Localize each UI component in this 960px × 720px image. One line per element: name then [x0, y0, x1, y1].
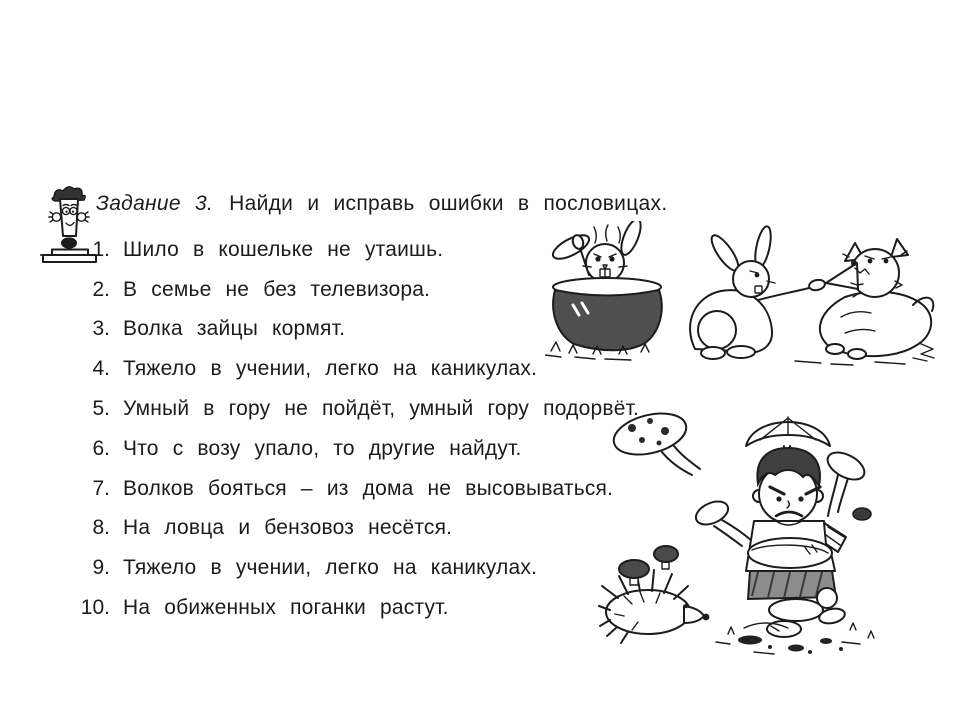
- proverb-row: [68, 429, 639, 469]
- proverb-number: 8.: [92, 516, 110, 540]
- proverb-row: [68, 509, 639, 549]
- proverb-number: 1.: [92, 237, 110, 261]
- proverb-text: Тяжело в учении, легко на каникулах.: [123, 556, 538, 580]
- proverb-number: 3.: [92, 317, 110, 341]
- proverb-text: Волков бояться – из дома не высовываться.: [123, 476, 614, 500]
- proverb-number: 10.: [80, 596, 110, 620]
- proverb-row: [68, 548, 639, 588]
- proverb-row: [68, 469, 639, 509]
- proverb-text: Шило в кошельке не утаишь.: [123, 237, 444, 261]
- task-label: Задание 3.: [96, 192, 214, 215]
- proverb-text: Умный в гору не пойдёт, умный гору подорвёт.: [123, 397, 640, 421]
- proverb-text: На обиженных поганки растут.: [123, 596, 449, 620]
- proverb-number: 2.: [92, 277, 110, 301]
- proverb-number: 5.: [92, 397, 110, 421]
- proverb-row: [68, 389, 639, 429]
- proverb-text: Тяжело в учении, легко на каникулах.: [123, 357, 538, 381]
- proverb-text: Волка зайцы кормят.: [123, 317, 346, 341]
- proverb-number: 6.: [92, 436, 110, 460]
- proverb-number: 9.: [92, 556, 110, 580]
- proverb-text: В семье не без телевизора.: [123, 277, 431, 301]
- proverb-number: 4.: [92, 357, 110, 381]
- rabbits-feeding-wolf-illustration: [545, 221, 937, 369]
- proverb-text: Что с возу упало, то другие найдут.: [123, 436, 522, 460]
- task-instruction: Найди и исправь ошибки в пословицах.: [229, 192, 668, 215]
- proverb-number: 7.: [92, 476, 110, 500]
- task-title: [96, 191, 667, 217]
- offended-boy-illustration: [598, 400, 898, 658]
- proverb-text: На ловца и бензовоз несётся.: [123, 516, 453, 540]
- proverb-row: [68, 588, 639, 628]
